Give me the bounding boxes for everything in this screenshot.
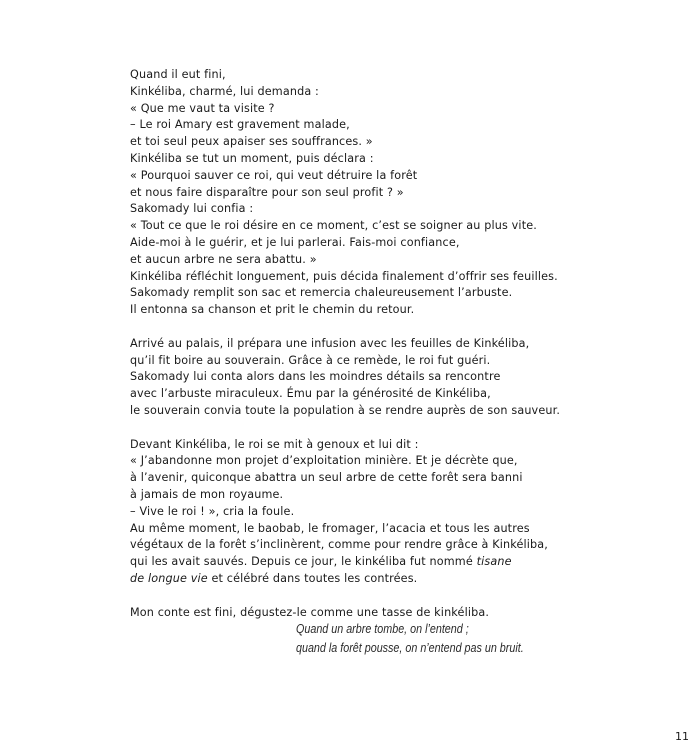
text-segment: Devant Kinkéliba, le roi se mit à genoux et lui dit : (130, 437, 419, 451)
text-segment: à jamais de mon royaume. (130, 487, 284, 501)
text-segment: – Le roi Amary est gravement malade, (130, 118, 350, 132)
text-line (130, 403, 650, 420)
text-segment: Au même moment, le baobab, le fromager, l’acacia et tous les autres (130, 521, 530, 535)
text-line (130, 521, 650, 538)
text-segment: Kinkéliba, charmé, lui demanda : (130, 84, 319, 98)
text-segment: le souverain convia toute la population à se rendre auprès de son sauveur. (130, 403, 561, 417)
text-segment: avec l’arbuste miraculeux. Ému par la générosité de Kinkéliba, (130, 387, 491, 401)
text-segment: à l’avenir, quiconque abattra un seul arbre de cette forêt sera banni (130, 471, 523, 485)
text-line (130, 218, 650, 235)
text-segment: qu’il fit boire au souverain. Grâce à ce remède, le roi fut guéri. (130, 353, 491, 367)
text-line (130, 353, 650, 370)
text-segment: « J’abandonne mon projet d’exploitation minière. Et je décrète que, (130, 454, 518, 468)
text-segment: et célébré dans toutes les contrées. (207, 571, 418, 585)
text-segment: et nous faire disparaître pour son seul profit ? » (130, 185, 404, 199)
text-line (130, 235, 650, 252)
italic-text: tisane (476, 555, 512, 569)
text-line (130, 185, 650, 202)
page-number: 11 (675, 730, 689, 743)
text-segment: Aide-moi à le guérir, et je lui parlerai. Fais-moi confiance, (130, 235, 460, 249)
proverb-line-2: quand la forêt pousse, on n’entend pas un bruit. (296, 641, 524, 655)
text-line (130, 554, 650, 571)
text-line (130, 386, 650, 403)
italic-text: de longue vie (130, 571, 208, 585)
text-segment: Sakomady lui conta alors dans les moindres détails sa rencontre (130, 370, 501, 384)
text-segment: Kinkéliba se tut un moment, puis déclara : (130, 151, 374, 165)
text-line (130, 117, 650, 134)
paragraph (130, 67, 650, 319)
text-line (130, 134, 650, 151)
text-segment: végétaux de la forêt s’inclinèrent, comme pour rendre grâce à Kinkéliba, (130, 538, 549, 552)
text-line (130, 151, 650, 168)
text-line (130, 101, 650, 118)
text-segment: Sakomady lui confia : (130, 202, 254, 216)
text-segment: « Tout ce que le roi désire en ce moment, c’est se soigner au plus vite. (130, 219, 537, 233)
text-line (130, 504, 650, 521)
text-segment: qui les avait sauvés. Depuis ce jour, le kinkéliba fut nommé (130, 555, 477, 569)
text-segment: Quand il eut fini, (130, 68, 226, 81)
text-segment: Kinkéliba réfléchit longuement, puis décida finalement d’offrir ses feuilles. (130, 269, 558, 283)
text-line (130, 201, 650, 218)
paragraph (130, 605, 650, 622)
text-segment: Sakomady remplit son sac et remercia chaleureusement l’arbuste. (130, 286, 513, 300)
text-line (130, 336, 650, 353)
text-line (130, 487, 650, 504)
text-line (130, 252, 650, 269)
proverb-quote (296, 620, 524, 658)
text-segment: « Pourquoi sauver ce roi, qui veut détruire la forêt (130, 168, 418, 182)
text-line (130, 470, 650, 487)
text-line (130, 369, 650, 386)
text-line (130, 269, 650, 286)
text-segment: et toi seul peux apaiser ses souffrances. » (130, 135, 373, 149)
text-line (130, 67, 650, 84)
text-line (130, 571, 650, 588)
text-segment: Arrivé au palais, il prépara une infusion avec les feuilles de Kinkéliba, (130, 336, 530, 350)
text-segment: et aucun arbre ne sera abattu. » (130, 252, 317, 266)
text-line (130, 168, 650, 185)
text-line (130, 453, 650, 470)
text-line (130, 302, 650, 319)
proverb-line-1: Quand un arbre tombe, on l’entend ; (296, 622, 469, 636)
text-segment: Il entonna sa chanson et prit le chemin du retour. (130, 303, 415, 317)
paragraph (130, 336, 650, 420)
text-segment: – Vive le roi ! », cria la foule. (130, 504, 295, 518)
text-line (130, 437, 650, 454)
text-line (130, 285, 650, 302)
story-text (130, 67, 650, 638)
paragraph (130, 437, 650, 588)
text-line (130, 537, 650, 554)
text-segment: « Que me vaut ta visite ? (130, 101, 275, 115)
text-line (130, 84, 650, 101)
text-segment: Mon conte est fini, dégustez-le comme une tasse de kinkéliba. (130, 605, 490, 619)
text-line (130, 605, 650, 622)
